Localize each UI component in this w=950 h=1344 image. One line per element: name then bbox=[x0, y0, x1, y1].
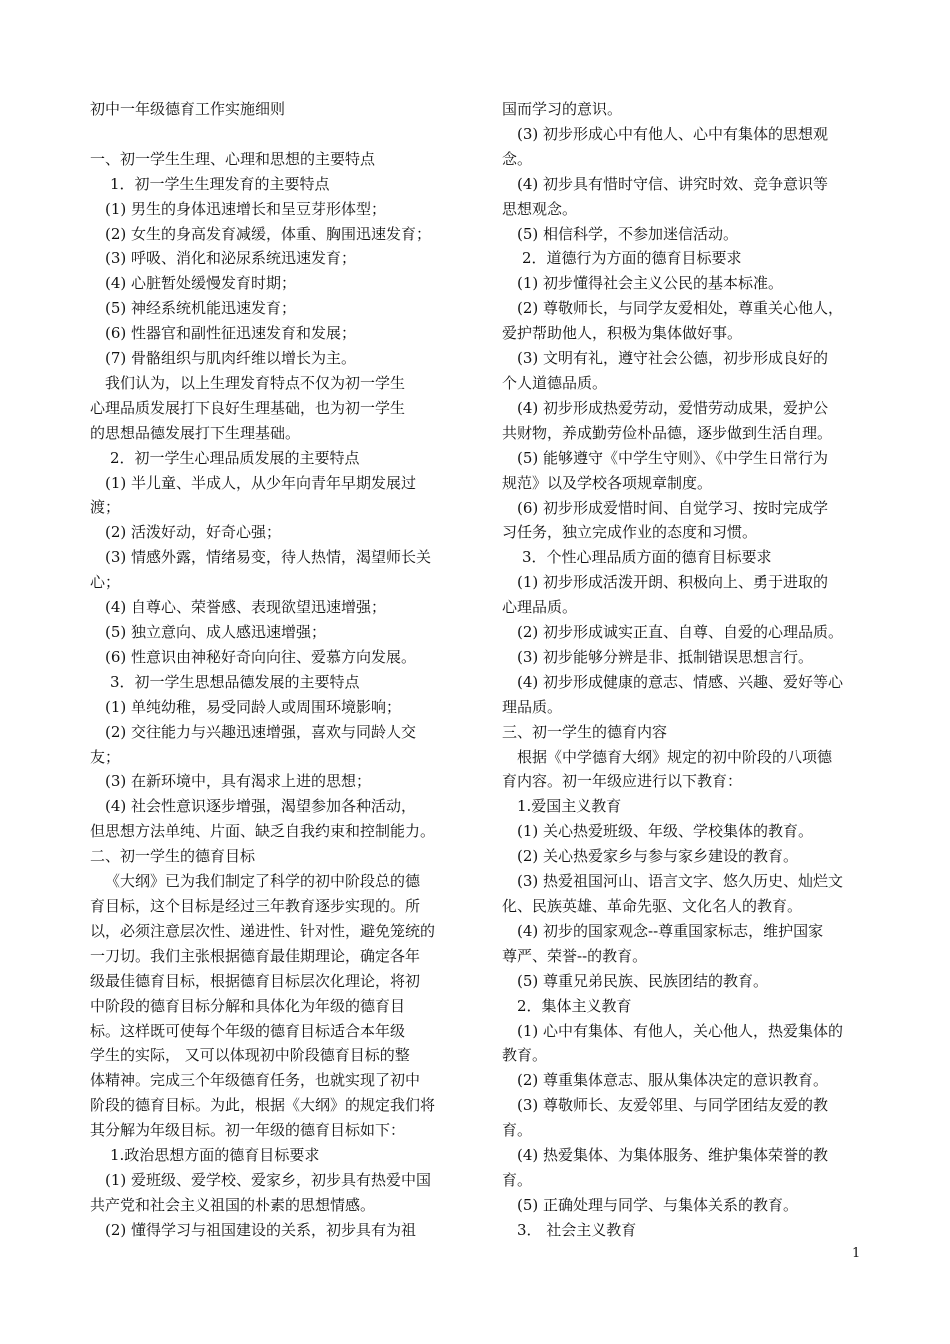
left-column-line: (1) 男生的身体迅速增长和呈豆芽形体型； bbox=[105, 199, 387, 218]
left-column-line: (2) 女生的身高发育减缓，体重、胸围迅速发育； bbox=[105, 224, 432, 243]
right-column-line: 教育。 bbox=[502, 1046, 548, 1065]
left-column-line: (3) 情感外露，情绪易变，待人热情，渴望师长关 bbox=[105, 548, 432, 567]
right-column-line: 尊严、荣誉--的教育。 bbox=[502, 946, 648, 965]
right-column-line: 心理品质。 bbox=[502, 598, 578, 617]
right-column-line: (5) 相信科学，不参加迷信活动。 bbox=[517, 224, 739, 243]
right-column-line: 1.爱国主义教育 bbox=[517, 797, 622, 816]
left-column-line: 一刀切。我们主张根据德育最佳期理论，确定各年 bbox=[90, 946, 421, 965]
left-column-line: 学生的实际， 又可以体现初中阶段德育目标的整 bbox=[90, 1046, 410, 1065]
left-column-line: 心理品质发展打下良好生理基础，也为初一学生 bbox=[90, 398, 406, 417]
right-column-line: 2．道德行为方面的德育目标要求 bbox=[522, 249, 742, 268]
page-number: 1 bbox=[852, 1246, 861, 1261]
left-column-line: (2) 活泼好动，好奇心强； bbox=[105, 523, 282, 542]
left-column-line bbox=[90, 122, 458, 147]
left-column-line: 一、初一学生生理、心理和思想的主要特点 bbox=[90, 149, 376, 168]
right-column-line: 规范》以及学校各项规章制度。 bbox=[502, 473, 713, 492]
right-column-line: 3． 社会主义教育 bbox=[517, 1220, 637, 1239]
right-column-line: (4) 初步的国家观念--尊重国家标志，维护国家 bbox=[517, 921, 824, 940]
left-column-line: (2) 懂得学习与祖国建设的关系，初步具有为祖 bbox=[105, 1220, 417, 1239]
right-column-line: (4) 初步形成健康的意志、情感、兴趣、爱好等心 bbox=[517, 672, 844, 691]
right-column-line: (3) 尊敬师长、友爱邻里、与同学团结友爱的教 bbox=[517, 1096, 829, 1115]
left-column-line: 阶段的德育目标。为此，根据《大纲》的规定我们将 bbox=[90, 1096, 436, 1115]
right-column-line: (5) 尊重兄弟民族、民族团结的教育。 bbox=[517, 971, 769, 990]
right-column-line: 2．集体主义教育 bbox=[517, 996, 632, 1015]
right-column-line: 习任务，独立完成作业的态度和习惯。 bbox=[502, 523, 758, 542]
right-column-line: 育。 bbox=[502, 1170, 533, 1189]
right-column-line: (2) 尊敬师长，与同学友爱相处，尊重关心他人， bbox=[517, 299, 844, 318]
left-column-line: 育目标，这个目标是经过三年教育逐步实现的。所 bbox=[90, 896, 421, 915]
right-column-line: (2) 关心热爱家乡与参与家乡建设的教育。 bbox=[517, 847, 799, 866]
right-column-line: 个人道德品质。 bbox=[502, 373, 608, 392]
right-column-line: (2) 尊重集体意志、服从集体决定的意识教育。 bbox=[517, 1071, 829, 1090]
left-column-line: 其分解为年级目标。初一年级的德育目标如下： bbox=[90, 1121, 406, 1140]
right-column-line: (3) 初步形成心中有他人、心中有集体的思想观 bbox=[517, 124, 829, 143]
left-column-line: 渡； bbox=[90, 498, 121, 517]
left-column-line: (4) 心脏暂处缓慢发育时期； bbox=[105, 274, 297, 293]
left-column-line: 的思想品德发展打下生理基础。 bbox=[90, 423, 301, 442]
left-column-line: (4) 社会性意识逐步增强，渴望参加各种活动， bbox=[105, 797, 417, 816]
right-column-line: (1) 心中有集体、有他人，关心他人，热爱集体的 bbox=[517, 1021, 844, 1040]
left-column-line: 体精神。完成三个年级德育任务，也就实现了初中 bbox=[90, 1071, 421, 1090]
right-column-line: 育。 bbox=[502, 1121, 533, 1140]
right-column-line: (5) 正确处理与同学、与集体关系的教育。 bbox=[517, 1195, 799, 1214]
left-column-line: 3．初一学生思想品德发展的主要特点 bbox=[110, 672, 360, 691]
right-column-line: (1) 初步形成活泼开朗、积极向上、勇于进取的 bbox=[517, 573, 829, 592]
left-column-line: 中阶段的德育目标分解和具体化为年级的德育目 bbox=[90, 996, 406, 1015]
right-column-line: 三、初一学生的德育内容 bbox=[502, 722, 668, 741]
left-column-line: (1) 半儿童、半成人，从少年向青年早期发展过 bbox=[105, 473, 417, 492]
right-column-line: (4) 初步具有惜时守信、讲究时效、竞争意识等 bbox=[517, 174, 829, 193]
left-column-line: 级最佳德育目标，根据德育目标层次化理论，将初 bbox=[90, 971, 421, 990]
right-column-line: 育内容。初一年级应进行以下教育： bbox=[502, 772, 743, 791]
left-column-line: (3) 在新环境中，具有渴求上进的思想； bbox=[105, 772, 372, 791]
right-column-line: (6) 初步形成爱惜时间、自觉学习、按时完成学 bbox=[517, 498, 829, 517]
right-column-line: (2) 初步形成诚实正直、自尊、自爱的心理品质。 bbox=[517, 623, 844, 642]
right-column bbox=[502, 97, 862, 1243]
right-column-line: 根据《中学德育大纲》规定的初中阶段的八项德 bbox=[517, 747, 833, 766]
right-column-line: 念。 bbox=[502, 149, 533, 168]
left-column-line: (5) 独立意向、成人感迅速增强； bbox=[105, 623, 327, 642]
left-column-line: 1.政治思想方面的德育目标要求 bbox=[110, 1146, 320, 1165]
left-column-line: (1) 爱班级、爱学校、爱家乡，初步具有热爱中国 bbox=[105, 1170, 432, 1189]
right-column-line: (4) 初步形成热爱劳动，爱惜劳动成果，爱护公 bbox=[517, 398, 829, 417]
right-column-line: (3) 热爱祖国河山、语言文字、悠久历史、灿烂文 bbox=[517, 872, 844, 891]
right-column-line: (3) 初步能够分辨是非、抵制错误思想言行。 bbox=[517, 647, 814, 666]
left-column-line: 《大纲》已为我们制定了科学的初中阶段总的德 bbox=[105, 872, 421, 891]
left-column-line: 共产党和社会主义祖国的朴素的思想情感。 bbox=[90, 1195, 376, 1214]
right-column-line: 爱护帮助他人，积极为集体做好事。 bbox=[502, 324, 743, 343]
right-column-line: (1) 初步懂得社会主义公民的基本标准。 bbox=[517, 274, 784, 293]
left-column-line: 以，必须注意层次性、递进性、针对性，避免笼统的 bbox=[90, 921, 436, 940]
right-column-line: 共财物，养成勤劳俭朴品德，逐步做到生活自理。 bbox=[502, 423, 833, 442]
right-column-line: 3．个性心理品质方面的德育目标要求 bbox=[522, 548, 772, 567]
left-column-line: 1．初一学生生理发育的主要特点 bbox=[110, 174, 330, 193]
right-column-line: (4) 热爱集体、为集体服务、维护集体荣誉的教 bbox=[517, 1146, 829, 1165]
right-column-line: 国而学习的意识。 bbox=[502, 100, 623, 118]
right-column-line: (5) 能够遵守《中学生守则》、《中学生日常行为 bbox=[517, 448, 829, 467]
left-column bbox=[90, 97, 458, 1243]
left-column-line: 二、初一学生的德育目标 bbox=[90, 847, 256, 866]
left-column-line: (4) 自尊心、荣誉感、表现欲望迅速增强； bbox=[105, 598, 387, 617]
right-column-line: 思想观念。 bbox=[502, 199, 578, 218]
left-column-line: (3) 呼吸、消化和泌尿系统迅速发育； bbox=[105, 249, 357, 268]
left-column-line: 我们认为，以上生理发育特点不仅为初一学生 bbox=[105, 373, 406, 392]
left-column-line: 标。这样既可使每个年级的德育目标适合本年级 bbox=[90, 1021, 406, 1040]
left-column-line: 友； bbox=[90, 747, 121, 766]
left-column-line: (2) 交往能力与兴趣迅速增强，喜欢与同龄人交 bbox=[105, 722, 417, 741]
left-column-line: (5) 神经系统机能迅速发育； bbox=[105, 299, 297, 318]
left-column-line: 心； bbox=[90, 573, 121, 592]
right-column-line: 理品质。 bbox=[502, 697, 563, 716]
left-column-line: 但思想方法单纯、片面、缺乏自我约束和控制能力。 bbox=[90, 822, 436, 841]
left-column-line: (1) 单纯幼稚，易受同龄人或周围环境影响； bbox=[105, 697, 402, 716]
left-column-line: (6) 性器官和副性征迅速发育和发展； bbox=[105, 324, 357, 343]
left-column-line: 初中一年级德育工作实施细则 bbox=[90, 100, 286, 118]
right-column-line: (3) 文明有礼，遵守社会公德，初步形成良好的 bbox=[517, 349, 829, 368]
right-column-line: 化、民族英雄、革命先驱、文化名人的教育。 bbox=[502, 897, 803, 915]
left-column-line: (6) 性意识由神秘好奇向向往、爱慕方向发展。 bbox=[105, 647, 417, 666]
left-column-line: 2．初一学生心理品质发展的主要特点 bbox=[110, 448, 360, 467]
left-column-line: (7) 骨骼组织与肌肉纤维以增长为主。 bbox=[105, 349, 357, 368]
right-column-line: (1) 关心热爱班级、年级、学校集体的教育。 bbox=[517, 822, 814, 841]
